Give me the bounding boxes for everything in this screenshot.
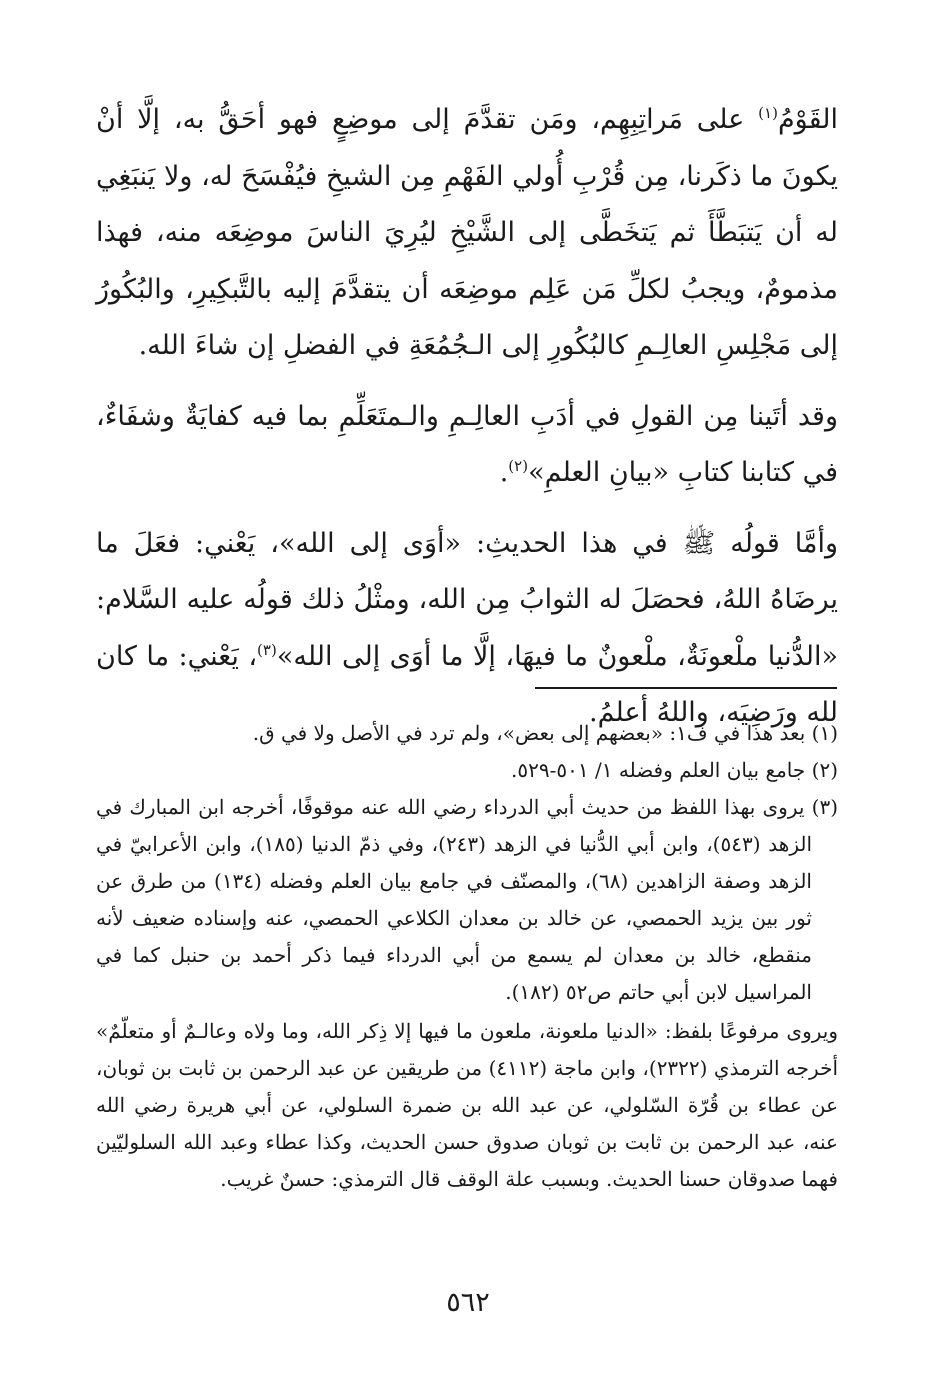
paragraph-2-start: وقد أتَينا مِن القولِ في أدَبِ العالِـمِ والـمتَعَلِّمِ بما فيه كفايَةٌ وشفَاءٌ، في كتابنا كتابِ «بيانِ العلمِ» bbox=[96, 400, 838, 488]
paragraph-3-rest: ، يَعْني: ما كان لله ورَضِيَه، واللهُ أعلمُ. bbox=[96, 640, 838, 728]
paragraph-1-start: القَوْمُ bbox=[777, 104, 838, 135]
footnote-2: (٢) جامع بيان العلم وفضله ١/ ٥٠١-٥٢٩. bbox=[511, 758, 838, 782]
footnote-marker-2: (٢) bbox=[508, 457, 529, 475]
footnote-marker-3: (٣) bbox=[257, 640, 277, 659]
paragraph-1-rest: على مَراتِبِهِم، ومَن تقدَّمَ إلى موضِعٍ فهو أحَقُّ به، إلَّا أنْ يكونَ ما ذكَرنا، مِن قُرْبِ أُولي الفَهْمِ مِن الشيخِ فيُفْسَحَ له، ولا يَنبَغِي له أن يَتبَطَّأَ ثم يَتخَطَّى إلى الشَّيْخِ ليُرِيَ الناسَ موضِعَه منه، فهذا مذمومٌ، ويجبُ لكلِّ مَن عَلِم موضِعَه أن يتقدَّمَ إليه بالتَّبكِيرِ، والبُكُورُ إلى مَجْلِسِ العالِـمِ كالبُكُورِ إلى الـجُمُعَةِ في الفضلِ إن شاءَ الله. bbox=[96, 104, 838, 361]
paragraph-3 bbox=[96, 516, 838, 742]
paragraph-1 bbox=[96, 92, 838, 375]
footnote-3-continuation: ويروى مرفوعًا بلفظ: «الدنيا ملعونة، ملعون ما فيها إلا ذِكر الله، وما ولاه وعالـمٌ أو متعلّمٌ» أخرجه الترمذي (٢٣٢٢)، وابن ماجة (٤١١٢) من طريقين عن عبد الرحمن بن ثابت بن ثوبان، عن عطاء بن قُرّة السّلولي، عن عبد الله بن ضمرة السلولي، عن أبي هريرة رضي الله عنه، عبد الرحمن بن ثابت بن ثوبان صدوق حسن الحديث، وكذا عطاء وعبد الله السلوليّين فهما صدوقان حسنا الحديث. وبسبب علة الوقف قال الترمذي: حسنٌ غريب. bbox=[96, 1019, 839, 1191]
paragraph-2-rest: . bbox=[499, 457, 509, 488]
footnote-1: (١) بعد هذا في ف١: «بعضهم إلى بعض»، ولم ترد في الأصل ولا في ق. bbox=[252, 721, 838, 745]
paragraph-3-start: وأمَّا قولُه ﷺ في هذا الحديثِ: «أوَى إلى الله»، يَعْني: فعَلَ ما يرضَاهُ اللهُ، فحصَلَ له الثوابُ مِن الله، ومثْلُ ذلك قولُه عليه السَّلام: «الدُّنيا ملْعونَةٌ، ملْعونٌ ما فيهَا، إلَّا ما أوَى إلى الله» bbox=[96, 527, 838, 672]
footnote-separator bbox=[535, 687, 837, 689]
footnotes bbox=[96, 715, 838, 1198]
footnote-3: (٣) يروى بهذا اللفظ من حديث أبي الدرداء رضي الله عنه موقوفًا، أخرجه ابن المبارك في الزهد (٥٤٣)، وابن أبي الدُّنيا في الزهد (٢٤٣)، وفي ذمّ الدنيا (١٨٥)، وابن الأعرابيّ في الزهد وصفة الزاهدين (٦٨)، والمصنّف في جامع بيان العلم وفضله (١٣٤) من طرق عن ثور بين يزيد الحمصي، عن خالد بن معدان الكلاعي الحمصي، عنه وإسناده ضعيف لأنه منقطع، خالد بن معدان لم يسمع من أبي الدرداء فيما ذكر أحمد بن حنبل كما في المراسيل لابن أبي حاتم ص٥٢ (١٨٢). bbox=[96, 795, 838, 1004]
footnote-marker-1: (١) bbox=[758, 104, 778, 122]
paragraph-2 bbox=[96, 389, 838, 502]
page-number: ٥٦٢ bbox=[446, 1287, 490, 1318]
main-text bbox=[96, 92, 838, 742]
